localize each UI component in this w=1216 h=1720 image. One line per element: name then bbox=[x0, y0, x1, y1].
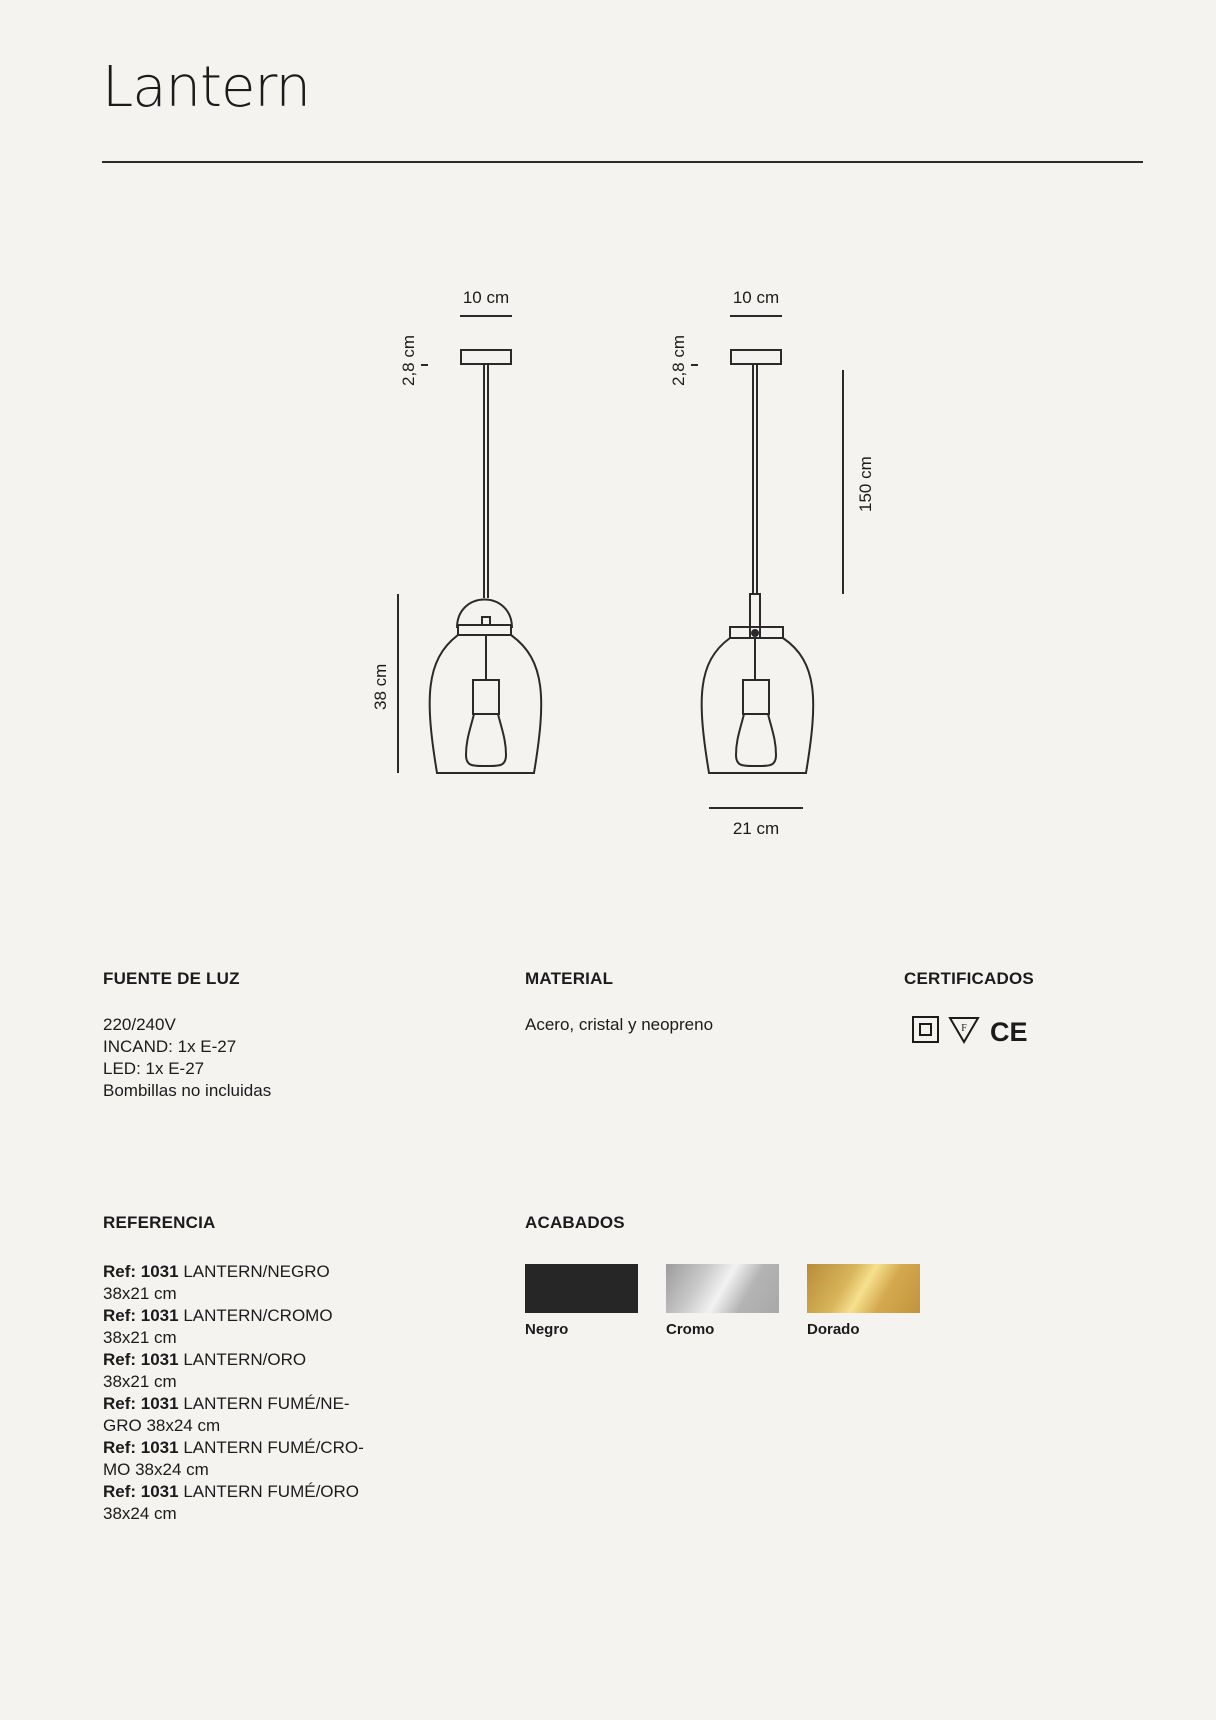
reference-item bbox=[103, 1481, 364, 1525]
ref-size: 38x21 cm bbox=[103, 1284, 177, 1303]
right-width-label: 10 cm bbox=[732, 288, 780, 307]
left-width-label: 10 cm bbox=[462, 288, 510, 307]
fuente-de-luz-list bbox=[103, 1014, 271, 1102]
right-canopy bbox=[731, 350, 781, 364]
page-title: Lantern bbox=[102, 55, 310, 120]
ref-name: LANTERN FUMÉ/CRO- bbox=[178, 1438, 364, 1457]
finish-swatch-cromo bbox=[666, 1264, 779, 1313]
acabados-heading: ACABADOS bbox=[525, 1213, 625, 1232]
finish-label-dorado: Dorado bbox=[807, 1321, 860, 1338]
ref-name: LANTERN FUMÉ/NE- bbox=[178, 1394, 350, 1413]
right-socket bbox=[743, 680, 769, 714]
left-height-label: 38 cm bbox=[371, 663, 390, 710]
f-triangle-icon bbox=[950, 1018, 978, 1042]
ref-code: Ref: 1031 bbox=[103, 1306, 179, 1325]
spec-line: LED: 1x E-27 bbox=[103, 1059, 205, 1078]
reference-item bbox=[103, 1393, 364, 1437]
spec-line: INCAND: 1x E-27 bbox=[103, 1037, 237, 1056]
right-elevation bbox=[669, 288, 875, 838]
left-handle bbox=[457, 600, 512, 629]
right-bulb bbox=[736, 714, 776, 766]
ref-name: LANTERN/CROMO bbox=[178, 1306, 333, 1325]
spec-line: Bombillas no incluidas bbox=[103, 1081, 272, 1100]
left-canopy-label: 2,8 cm bbox=[399, 334, 418, 386]
right-canopy-label: 2,8 cm bbox=[669, 334, 688, 386]
right-diameter-label: 21 cm bbox=[732, 819, 780, 838]
ref-code: Ref: 1031 bbox=[103, 1350, 179, 1369]
ref-size: 38x21 cm bbox=[103, 1328, 177, 1347]
double-insulation-icon bbox=[913, 1017, 938, 1042]
ref-size: 38x24 cm bbox=[103, 1504, 177, 1523]
left-bulb bbox=[466, 714, 506, 766]
right-glass-shade bbox=[702, 638, 814, 773]
right-cable-label: 150 cm bbox=[856, 456, 875, 512]
material-heading: MATERIAL bbox=[525, 969, 614, 988]
ref-code: Ref: 1031 bbox=[103, 1262, 179, 1281]
left-socket bbox=[473, 680, 499, 714]
left-elevation bbox=[371, 288, 541, 773]
finish-swatch-negro bbox=[525, 1264, 638, 1313]
ref-size: GRO 38x24 cm bbox=[103, 1416, 221, 1435]
reference-list bbox=[103, 1261, 364, 1525]
reference-item bbox=[103, 1437, 364, 1481]
ref-size: 38x21 cm bbox=[103, 1372, 177, 1391]
certificados-heading: CERTIFICADOS bbox=[904, 969, 1034, 988]
material-text: Acero, cristal y neopreno bbox=[525, 1015, 714, 1034]
reference-item bbox=[103, 1305, 364, 1349]
ref-name: LANTERN/ORO bbox=[178, 1350, 307, 1369]
reference-item bbox=[103, 1349, 364, 1393]
ref-name: LANTERN/NEGRO bbox=[178, 1262, 330, 1281]
spec-line: 220/240V bbox=[103, 1015, 176, 1034]
reference-item bbox=[103, 1261, 364, 1305]
ref-name: LANTERN FUMÉ/ORO bbox=[178, 1482, 360, 1501]
ce-mark-icon: CE bbox=[990, 1017, 1028, 1046]
finish-swatch-dorado bbox=[807, 1264, 920, 1313]
ref-code: Ref: 1031 bbox=[103, 1394, 179, 1413]
finish-label-negro: Negro bbox=[525, 1321, 569, 1338]
ref-code: Ref: 1031 bbox=[103, 1438, 179, 1457]
ref-code: Ref: 1031 bbox=[103, 1482, 179, 1501]
left-canopy bbox=[461, 350, 511, 364]
referencia-heading: REFERENCIA bbox=[103, 1213, 216, 1232]
fuente-de-luz-heading: FUENTE DE LUZ bbox=[103, 969, 240, 988]
certificates-row bbox=[912, 1014, 1032, 1046]
ref-size: MO 38x24 cm bbox=[103, 1460, 209, 1479]
svg-text:F: F bbox=[961, 1023, 967, 1034]
finish-label-cromo: Cromo bbox=[666, 1321, 715, 1338]
